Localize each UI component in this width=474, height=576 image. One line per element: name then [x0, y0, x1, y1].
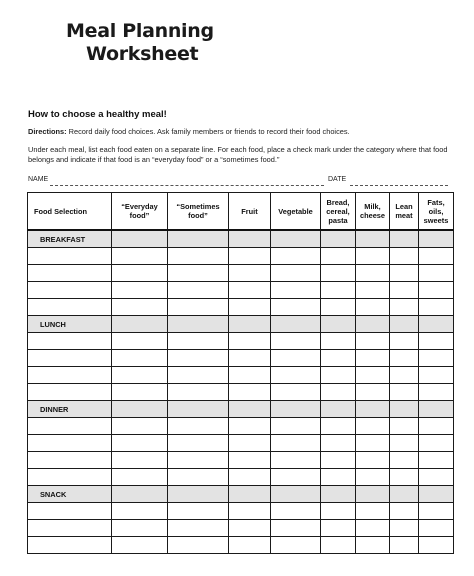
meal-section-cell [356, 316, 390, 333]
check-cell[interactable] [419, 248, 454, 265]
check-cell[interactable] [390, 452, 419, 469]
column-header: “Sometimes food” [168, 193, 229, 231]
check-cell[interactable] [168, 537, 229, 554]
check-cell[interactable] [321, 265, 356, 282]
food-entry-cell[interactable] [28, 418, 112, 435]
check-cell[interactable] [356, 384, 390, 401]
check-cell[interactable] [229, 452, 271, 469]
meal-section-cell [271, 486, 321, 503]
check-cell[interactable] [229, 384, 271, 401]
meal-section-cell [390, 316, 419, 333]
check-cell[interactable] [419, 367, 454, 384]
check-cell[interactable] [390, 435, 419, 452]
check-cell[interactable] [356, 537, 390, 554]
check-cell[interactable] [229, 350, 271, 367]
check-cell[interactable] [419, 452, 454, 469]
food-entry-cell[interactable] [28, 503, 112, 520]
meal-section-label: LUNCH [28, 316, 112, 333]
check-cell[interactable] [229, 333, 271, 350]
check-cell[interactable] [112, 384, 168, 401]
check-cell[interactable] [112, 452, 168, 469]
food-entry-cell[interactable] [28, 384, 112, 401]
check-cell[interactable] [168, 435, 229, 452]
check-cell[interactable] [390, 282, 419, 299]
directions-label: Directions: [28, 127, 67, 136]
name-label: NAME [28, 176, 49, 183]
check-cell[interactable] [271, 350, 321, 367]
table-row [28, 503, 454, 520]
check-cell[interactable] [419, 469, 454, 486]
column-header: Lean meat [390, 193, 419, 231]
check-cell[interactable] [112, 520, 168, 537]
check-cell[interactable] [390, 418, 419, 435]
check-cell[interactable] [321, 248, 356, 265]
food-entry-cell[interactable] [28, 350, 112, 367]
check-cell[interactable] [356, 299, 390, 316]
check-cell[interactable] [112, 248, 168, 265]
meal-section-row [28, 316, 454, 333]
table-row [28, 282, 454, 299]
check-cell[interactable] [356, 333, 390, 350]
check-cell[interactable] [168, 520, 229, 537]
name-field[interactable] [50, 185, 324, 186]
food-entry-cell[interactable] [28, 452, 112, 469]
check-cell[interactable] [321, 299, 356, 316]
check-cell[interactable] [321, 367, 356, 384]
check-cell[interactable] [229, 520, 271, 537]
check-cell[interactable] [229, 282, 271, 299]
check-cell[interactable] [229, 503, 271, 520]
meal-section-cell [419, 230, 454, 248]
check-cell[interactable] [271, 282, 321, 299]
check-cell[interactable] [419, 537, 454, 554]
check-cell[interactable] [271, 384, 321, 401]
check-cell[interactable] [112, 435, 168, 452]
table-row [28, 265, 454, 282]
check-cell[interactable] [271, 520, 321, 537]
check-cell[interactable] [390, 367, 419, 384]
check-cell[interactable] [419, 503, 454, 520]
meal-section-cell [390, 486, 419, 503]
check-cell[interactable] [271, 333, 321, 350]
table-row [28, 452, 454, 469]
check-cell[interactable] [321, 452, 356, 469]
check-cell[interactable] [112, 350, 168, 367]
check-cell[interactable] [321, 435, 356, 452]
meal-section-cell [390, 230, 419, 248]
date-label: DATE [328, 176, 347, 183]
food-entry-cell[interactable] [28, 469, 112, 486]
check-cell[interactable] [356, 520, 390, 537]
check-cell[interactable] [271, 265, 321, 282]
check-cell[interactable] [168, 282, 229, 299]
table-row [28, 537, 454, 554]
check-cell[interactable] [321, 350, 356, 367]
column-header: Food Selection [28, 193, 112, 231]
meal-section-label: SNACK [28, 486, 112, 503]
subheading: How to choose a healthy meal! [28, 109, 167, 120]
column-header: Fats, oils, sweets [419, 193, 454, 231]
meal-section-cell [271, 316, 321, 333]
check-cell[interactable] [321, 282, 356, 299]
meal-section-label: BREAKFAST [28, 230, 112, 248]
check-cell[interactable] [390, 384, 419, 401]
meal-section-cell [321, 401, 356, 418]
meal-section-cell [356, 230, 390, 248]
check-cell[interactable] [112, 537, 168, 554]
table-row [28, 248, 454, 265]
check-cell[interactable] [112, 282, 168, 299]
food-entry-cell[interactable] [28, 520, 112, 537]
meal-section-cell [112, 401, 168, 418]
meal-section-cell [229, 401, 271, 418]
food-entry-cell[interactable] [28, 435, 112, 452]
title-line-1: Meal Planning [66, 20, 214, 42]
meal-section-cell [229, 486, 271, 503]
check-cell[interactable] [356, 469, 390, 486]
check-cell[interactable] [390, 299, 419, 316]
meal-section-cell [321, 486, 356, 503]
check-cell[interactable] [419, 299, 454, 316]
food-entry-cell[interactable] [28, 282, 112, 299]
directions-paragraph [28, 127, 448, 137]
column-header: Vegetable [271, 193, 321, 231]
meal-section-cell [168, 486, 229, 503]
check-cell[interactable] [229, 299, 271, 316]
food-entry-cell[interactable] [28, 265, 112, 282]
meal-section-cell [112, 230, 168, 248]
check-cell[interactable] [356, 282, 390, 299]
check-cell[interactable] [419, 282, 454, 299]
check-cell[interactable] [112, 265, 168, 282]
food-entry-cell[interactable] [28, 333, 112, 350]
meal-worksheet-table [27, 192, 454, 554]
check-cell[interactable] [168, 384, 229, 401]
check-cell[interactable] [271, 299, 321, 316]
table-row [28, 520, 454, 537]
meal-section-cell [356, 401, 390, 418]
check-cell[interactable] [271, 469, 321, 486]
meal-section-row [28, 230, 454, 248]
check-cell[interactable] [390, 350, 419, 367]
meal-section-cell [271, 401, 321, 418]
check-cell[interactable] [321, 384, 356, 401]
meal-section-label: DINNER [28, 401, 112, 418]
meal-section-cell [356, 486, 390, 503]
meal-section-cell [229, 316, 271, 333]
check-cell[interactable] [356, 265, 390, 282]
meal-section-cell [321, 316, 356, 333]
header-row [28, 193, 454, 231]
table-row [28, 367, 454, 384]
check-cell[interactable] [356, 367, 390, 384]
check-cell[interactable] [112, 469, 168, 486]
table-row [28, 299, 454, 316]
meal-section-row [28, 401, 454, 418]
check-cell[interactable] [168, 265, 229, 282]
meal-section-cell [419, 486, 454, 503]
table-row [28, 384, 454, 401]
check-cell[interactable] [321, 333, 356, 350]
meal-section-cell [112, 486, 168, 503]
check-cell[interactable] [229, 469, 271, 486]
check-cell[interactable] [229, 537, 271, 554]
food-entry-cell[interactable] [28, 367, 112, 384]
check-cell[interactable] [419, 384, 454, 401]
meal-section-cell [419, 401, 454, 418]
meal-section-row [28, 486, 454, 503]
column-header: Bread, cereal, pasta [321, 193, 356, 231]
check-cell[interactable] [168, 452, 229, 469]
check-cell[interactable] [356, 503, 390, 520]
check-cell[interactable] [229, 418, 271, 435]
check-cell[interactable] [168, 248, 229, 265]
meal-section-cell [229, 230, 271, 248]
check-cell[interactable] [168, 299, 229, 316]
check-cell[interactable] [168, 367, 229, 384]
check-cell[interactable] [168, 333, 229, 350]
check-cell[interactable] [390, 503, 419, 520]
check-cell[interactable] [321, 418, 356, 435]
check-cell[interactable] [390, 333, 419, 350]
check-cell[interactable] [356, 418, 390, 435]
check-cell[interactable] [419, 520, 454, 537]
check-cell[interactable] [168, 418, 229, 435]
worksheet-title [66, 20, 214, 66]
check-cell[interactable] [321, 520, 356, 537]
check-cell[interactable] [271, 435, 321, 452]
check-cell[interactable] [419, 333, 454, 350]
food-entry-cell[interactable] [28, 537, 112, 554]
check-cell[interactable] [271, 367, 321, 384]
check-cell[interactable] [390, 537, 419, 554]
table-row [28, 469, 454, 486]
check-cell[interactable] [229, 435, 271, 452]
check-cell[interactable] [168, 469, 229, 486]
table-row [28, 350, 454, 367]
table-row [28, 333, 454, 350]
title-line-2: Worksheet [86, 43, 199, 65]
food-entry-cell[interactable] [28, 299, 112, 316]
check-cell[interactable] [419, 418, 454, 435]
check-cell[interactable] [419, 265, 454, 282]
check-cell[interactable] [321, 503, 356, 520]
check-cell[interactable] [271, 418, 321, 435]
table-row [28, 418, 454, 435]
check-cell[interactable] [419, 350, 454, 367]
table-row [28, 435, 454, 452]
check-cell[interactable] [356, 248, 390, 265]
column-header: Fruit [229, 193, 271, 231]
check-cell[interactable] [229, 248, 271, 265]
directions-text: Record daily food choices. Ask family members or friends to record their food choices. [66, 127, 350, 136]
check-cell[interactable] [390, 265, 419, 282]
check-cell[interactable] [112, 418, 168, 435]
table-body [28, 230, 454, 554]
food-entry-cell[interactable] [28, 248, 112, 265]
check-cell[interactable] [168, 503, 229, 520]
meal-section-cell [168, 401, 229, 418]
date-field[interactable] [350, 185, 448, 186]
check-cell[interactable] [321, 469, 356, 486]
name-date-line [28, 176, 448, 188]
check-cell[interactable] [271, 503, 321, 520]
meal-section-cell [321, 230, 356, 248]
check-cell[interactable] [112, 503, 168, 520]
meal-section-cell [271, 230, 321, 248]
meal-section-cell [112, 316, 168, 333]
check-cell[interactable] [419, 435, 454, 452]
check-cell[interactable] [271, 452, 321, 469]
meal-section-cell [168, 316, 229, 333]
column-header: “Everyday food” [112, 193, 168, 231]
check-cell[interactable] [356, 350, 390, 367]
check-cell[interactable] [390, 248, 419, 265]
check-cell[interactable] [271, 248, 321, 265]
meal-section-cell [390, 401, 419, 418]
check-cell[interactable] [112, 333, 168, 350]
check-cell[interactable] [356, 435, 390, 452]
check-cell[interactable] [390, 520, 419, 537]
check-cell[interactable] [168, 350, 229, 367]
meal-section-cell [419, 316, 454, 333]
check-cell[interactable] [356, 452, 390, 469]
check-cell[interactable] [321, 537, 356, 554]
check-cell[interactable] [229, 367, 271, 384]
check-cell[interactable] [271, 537, 321, 554]
instructions-paragraph: Under each meal, list each food eaten on a separate line. For each food, place a check mark under the category where that food belongs and indicate if that food is an “everyday food” or a “sometimes food.” [28, 145, 448, 164]
check-cell[interactable] [390, 469, 419, 486]
check-cell[interactable] [229, 265, 271, 282]
check-cell[interactable] [112, 299, 168, 316]
meal-section-cell [168, 230, 229, 248]
column-header: Milk, cheese [356, 193, 390, 231]
check-cell[interactable] [112, 367, 168, 384]
